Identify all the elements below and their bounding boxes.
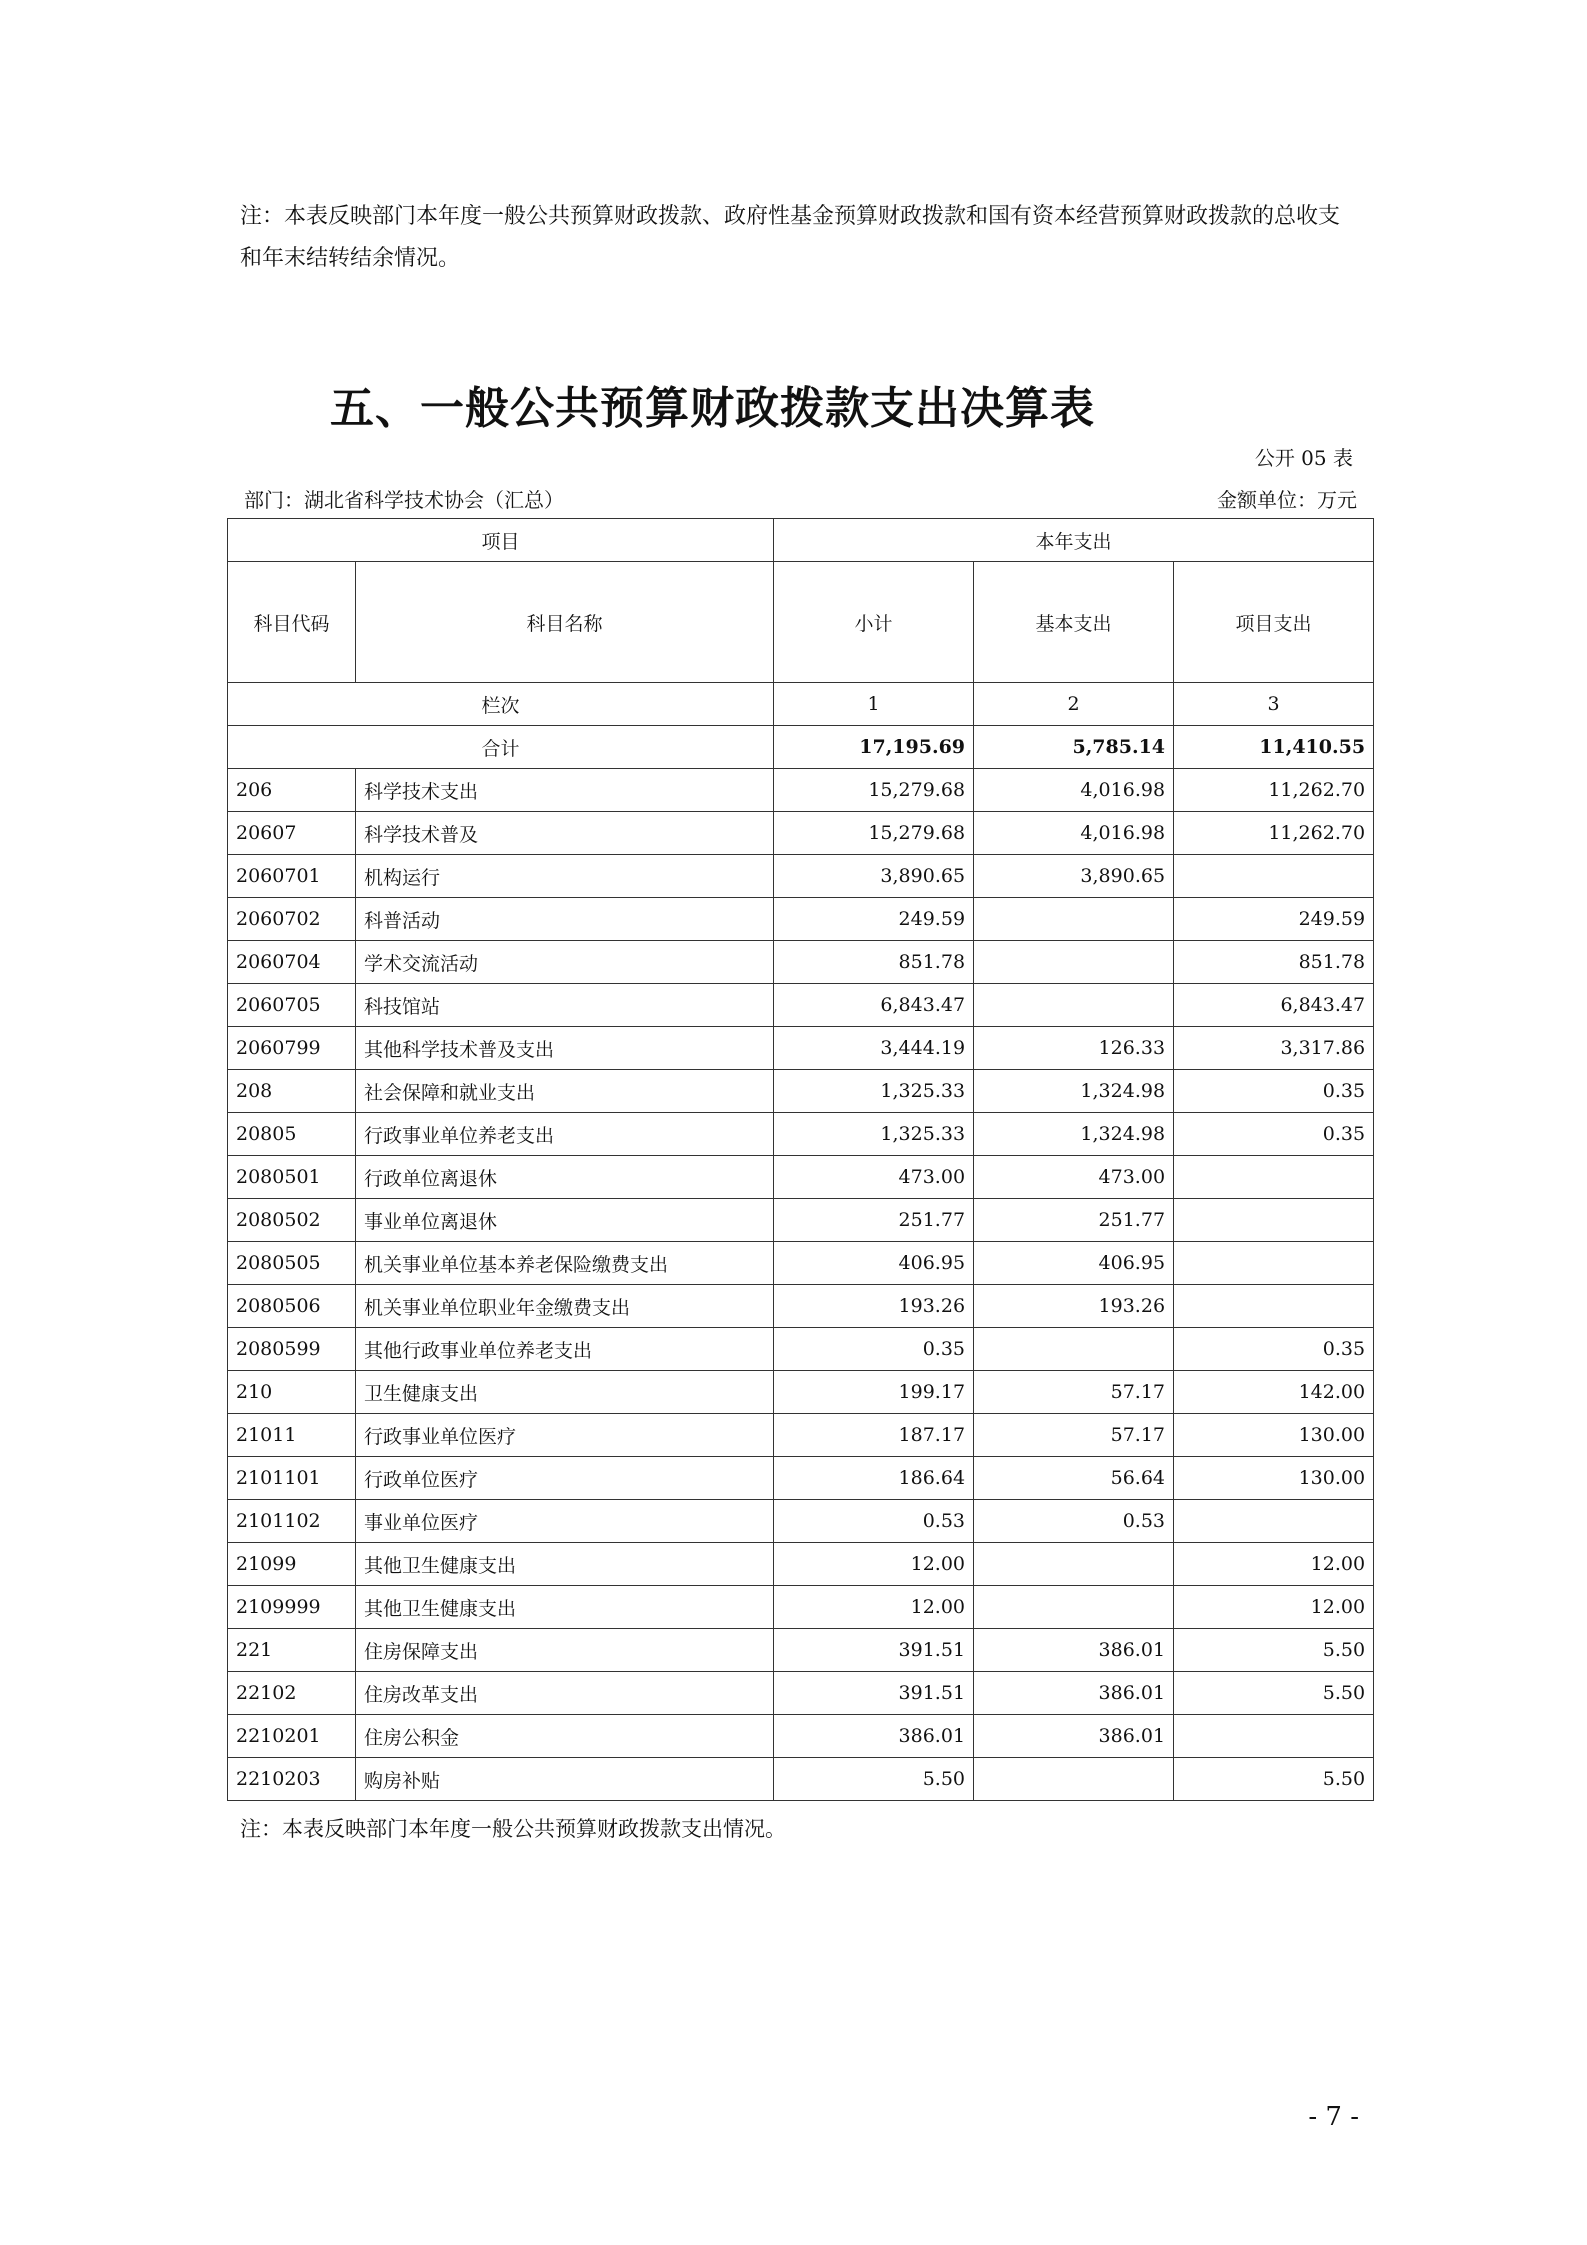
row-basic: 4,016.98	[974, 769, 1174, 812]
row-subtotal: 386.01	[774, 1715, 974, 1758]
row-subtotal: 5.50	[774, 1758, 974, 1801]
table-row	[228, 1371, 1374, 1414]
row-subtotal: 0.35	[774, 1328, 974, 1371]
header-basic: 基本支出	[974, 562, 1174, 683]
row-subtotal: 1,325.33	[774, 1070, 974, 1113]
row-basic: 56.64	[974, 1457, 1174, 1500]
row-subtotal: 391.51	[774, 1629, 974, 1672]
row-name: 机构运行	[356, 855, 774, 898]
table-row	[228, 1629, 1374, 1672]
row-code: 21099	[228, 1543, 356, 1586]
row-project	[1174, 855, 1374, 898]
header-name: 科目名称	[356, 562, 774, 683]
department-label: 部门：湖北省科学技术协会（汇总）	[244, 488, 564, 512]
row-subtotal: 187.17	[774, 1414, 974, 1457]
row-code: 2080599	[228, 1328, 356, 1371]
row-project: 12.00	[1174, 1586, 1374, 1629]
row-code: 2101102	[228, 1500, 356, 1543]
row-code: 20607	[228, 812, 356, 855]
row-basic	[974, 984, 1174, 1027]
row-basic	[974, 1543, 1174, 1586]
row-subtotal: 1,325.33	[774, 1113, 974, 1156]
table-row	[228, 941, 1374, 984]
table-row	[228, 769, 1374, 812]
row-project: 142.00	[1174, 1371, 1374, 1414]
header-code: 科目代码	[228, 562, 356, 683]
column-number-row	[228, 683, 1374, 726]
row-project: 130.00	[1174, 1457, 1374, 1500]
column-3: 3	[1174, 683, 1374, 726]
top-note: 注：本表反映部门本年度一般公共预算财政拨款、政府性基金预算财政拨款和国有资本经营预算财政拨款的总收支和年末结转结余情况。	[240, 204, 1341, 271]
row-project: 11,262.70	[1174, 769, 1374, 812]
row-subtotal: 12.00	[774, 1586, 974, 1629]
table-row	[228, 1027, 1374, 1070]
row-code: 210	[228, 1371, 356, 1414]
table-row	[228, 1586, 1374, 1629]
row-basic: 126.33	[974, 1027, 1174, 1070]
row-code: 2080506	[228, 1285, 356, 1328]
table-row	[228, 898, 1374, 941]
row-subtotal: 6,843.47	[774, 984, 974, 1027]
row-subtotal: 251.77	[774, 1199, 974, 1242]
row-basic: 1,324.98	[974, 1113, 1174, 1156]
total-basic: 5,785.14	[974, 726, 1174, 769]
row-code: 2080501	[228, 1156, 356, 1199]
column-label: 栏次	[228, 683, 774, 726]
row-subtotal: 473.00	[774, 1156, 974, 1199]
row-name: 其他行政事业单位养老支出	[356, 1328, 774, 1371]
table-row	[228, 1285, 1374, 1328]
row-project: 5.50	[1174, 1672, 1374, 1715]
header-project: 项目	[228, 519, 774, 562]
bottom-note: 注：本表反映部门本年度一般公共预算财政拨款支出情况。	[240, 1817, 786, 1841]
header-subtotal: 小计	[774, 562, 974, 683]
row-basic: 386.01	[974, 1629, 1174, 1672]
total-subtotal: 17,195.69	[774, 726, 974, 769]
row-code: 2060702	[228, 898, 356, 941]
row-project: 5.50	[1174, 1629, 1374, 1672]
table-row	[228, 1543, 1374, 1586]
row-name: 机关事业单位基本养老保险缴费支出	[356, 1242, 774, 1285]
header-row-2	[228, 562, 1374, 683]
row-code: 2060799	[228, 1027, 356, 1070]
row-subtotal: 199.17	[774, 1371, 974, 1414]
row-subtotal: 15,279.68	[774, 769, 974, 812]
total-row	[228, 726, 1374, 769]
row-project	[1174, 1156, 1374, 1199]
row-code: 2080502	[228, 1199, 356, 1242]
row-code: 2210201	[228, 1715, 356, 1758]
row-basic: 386.01	[974, 1672, 1174, 1715]
table-row	[228, 1070, 1374, 1113]
header-row-1	[228, 519, 1374, 562]
row-code: 208	[228, 1070, 356, 1113]
row-basic: 386.01	[974, 1715, 1174, 1758]
row-project: 3,317.86	[1174, 1027, 1374, 1070]
row-project: 130.00	[1174, 1414, 1374, 1457]
row-code: 221	[228, 1629, 356, 1672]
row-name: 卫生健康支出	[356, 1371, 774, 1414]
row-name: 其他卫生健康支出	[356, 1543, 774, 1586]
table-row	[228, 1758, 1374, 1801]
row-project: 6,843.47	[1174, 984, 1374, 1027]
table-row	[228, 1715, 1374, 1758]
row-name: 科技馆站	[356, 984, 774, 1027]
page-number: - 7 -	[1308, 2102, 1359, 2132]
row-name: 学术交流活动	[356, 941, 774, 984]
table-row	[228, 1414, 1374, 1457]
row-project: 11,262.70	[1174, 812, 1374, 855]
row-project	[1174, 1199, 1374, 1242]
row-subtotal: 391.51	[774, 1672, 974, 1715]
row-code: 22102	[228, 1672, 356, 1715]
row-name: 事业单位医疗	[356, 1500, 774, 1543]
row-code: 2060701	[228, 855, 356, 898]
row-subtotal: 3,890.65	[774, 855, 974, 898]
table-row	[228, 1672, 1374, 1715]
row-basic: 3,890.65	[974, 855, 1174, 898]
row-project: 0.35	[1174, 1328, 1374, 1371]
row-project: 12.00	[1174, 1543, 1374, 1586]
row-basic: 1,324.98	[974, 1070, 1174, 1113]
row-basic: 0.53	[974, 1500, 1174, 1543]
header-current-year: 本年支出	[774, 519, 1374, 562]
table-row	[228, 1457, 1374, 1500]
row-code: 2210203	[228, 1758, 356, 1801]
table-row	[228, 1156, 1374, 1199]
row-subtotal: 249.59	[774, 898, 974, 941]
row-basic: 4,016.98	[974, 812, 1174, 855]
row-subtotal: 186.64	[774, 1457, 974, 1500]
row-subtotal: 0.53	[774, 1500, 974, 1543]
row-subtotal: 3,444.19	[774, 1027, 974, 1070]
row-basic: 406.95	[974, 1242, 1174, 1285]
total-label: 合计	[228, 726, 774, 769]
row-name: 购房补贴	[356, 1758, 774, 1801]
row-basic	[974, 898, 1174, 941]
row-subtotal: 15,279.68	[774, 812, 974, 855]
row-name: 住房保障支出	[356, 1629, 774, 1672]
total-project: 11,410.55	[1174, 726, 1374, 769]
row-basic	[974, 1758, 1174, 1801]
row-project: 0.35	[1174, 1070, 1374, 1113]
row-code: 21011	[228, 1414, 356, 1457]
row-project	[1174, 1500, 1374, 1543]
row-project: 851.78	[1174, 941, 1374, 984]
table-row	[228, 1199, 1374, 1242]
row-project: 5.50	[1174, 1758, 1374, 1801]
row-code: 20805	[228, 1113, 356, 1156]
row-project	[1174, 1715, 1374, 1758]
row-name: 事业单位离退休	[356, 1199, 774, 1242]
row-basic	[974, 1328, 1174, 1371]
row-basic: 57.17	[974, 1371, 1174, 1414]
row-name: 科普活动	[356, 898, 774, 941]
row-name: 住房公积金	[356, 1715, 774, 1758]
row-name: 住房改革支出	[356, 1672, 774, 1715]
row-name: 其他科学技术普及支出	[356, 1027, 774, 1070]
row-name: 行政事业单位医疗	[356, 1414, 774, 1457]
row-name: 机关事业单位职业年金缴费支出	[356, 1285, 774, 1328]
row-basic: 473.00	[974, 1156, 1174, 1199]
row-project	[1174, 1242, 1374, 1285]
row-code: 2101101	[228, 1457, 356, 1500]
row-project: 249.59	[1174, 898, 1374, 941]
table-row	[228, 984, 1374, 1027]
row-code: 2080505	[228, 1242, 356, 1285]
header-project-expense: 项目支出	[1174, 562, 1374, 683]
row-name: 社会保障和就业支出	[356, 1070, 774, 1113]
page-title: 五、一般公共预算财政拨款支出决算表	[330, 383, 1095, 434]
row-name: 科学技术普及	[356, 812, 774, 855]
table-row	[228, 1328, 1374, 1371]
row-basic: 251.77	[974, 1199, 1174, 1242]
row-subtotal: 851.78	[774, 941, 974, 984]
row-code: 2060705	[228, 984, 356, 1027]
row-subtotal: 193.26	[774, 1285, 974, 1328]
row-code: 2109999	[228, 1586, 356, 1629]
row-name: 科学技术支出	[356, 769, 774, 812]
table-code: 公开 05 表	[1254, 446, 1353, 470]
row-subtotal: 12.00	[774, 1543, 974, 1586]
row-name: 行政单位医疗	[356, 1457, 774, 1500]
row-basic	[974, 941, 1174, 984]
row-name: 行政单位离退休	[356, 1156, 774, 1199]
amount-unit: 金额单位：万元	[1217, 488, 1357, 512]
row-code: 206	[228, 769, 356, 812]
row-basic	[974, 1586, 1174, 1629]
expenditure-table	[227, 518, 1374, 1801]
row-name: 行政事业单位养老支出	[356, 1113, 774, 1156]
row-project: 0.35	[1174, 1113, 1374, 1156]
table-row	[228, 1500, 1374, 1543]
row-basic: 193.26	[974, 1285, 1174, 1328]
table-row	[228, 1113, 1374, 1156]
column-1: 1	[774, 683, 974, 726]
table-row	[228, 855, 1374, 898]
table-row	[228, 1242, 1374, 1285]
row-basic: 57.17	[974, 1414, 1174, 1457]
table-row	[228, 812, 1374, 855]
column-2: 2	[974, 683, 1174, 726]
row-subtotal: 406.95	[774, 1242, 974, 1285]
row-code: 2060704	[228, 941, 356, 984]
row-name: 其他卫生健康支出	[356, 1586, 774, 1629]
row-project	[1174, 1285, 1374, 1328]
